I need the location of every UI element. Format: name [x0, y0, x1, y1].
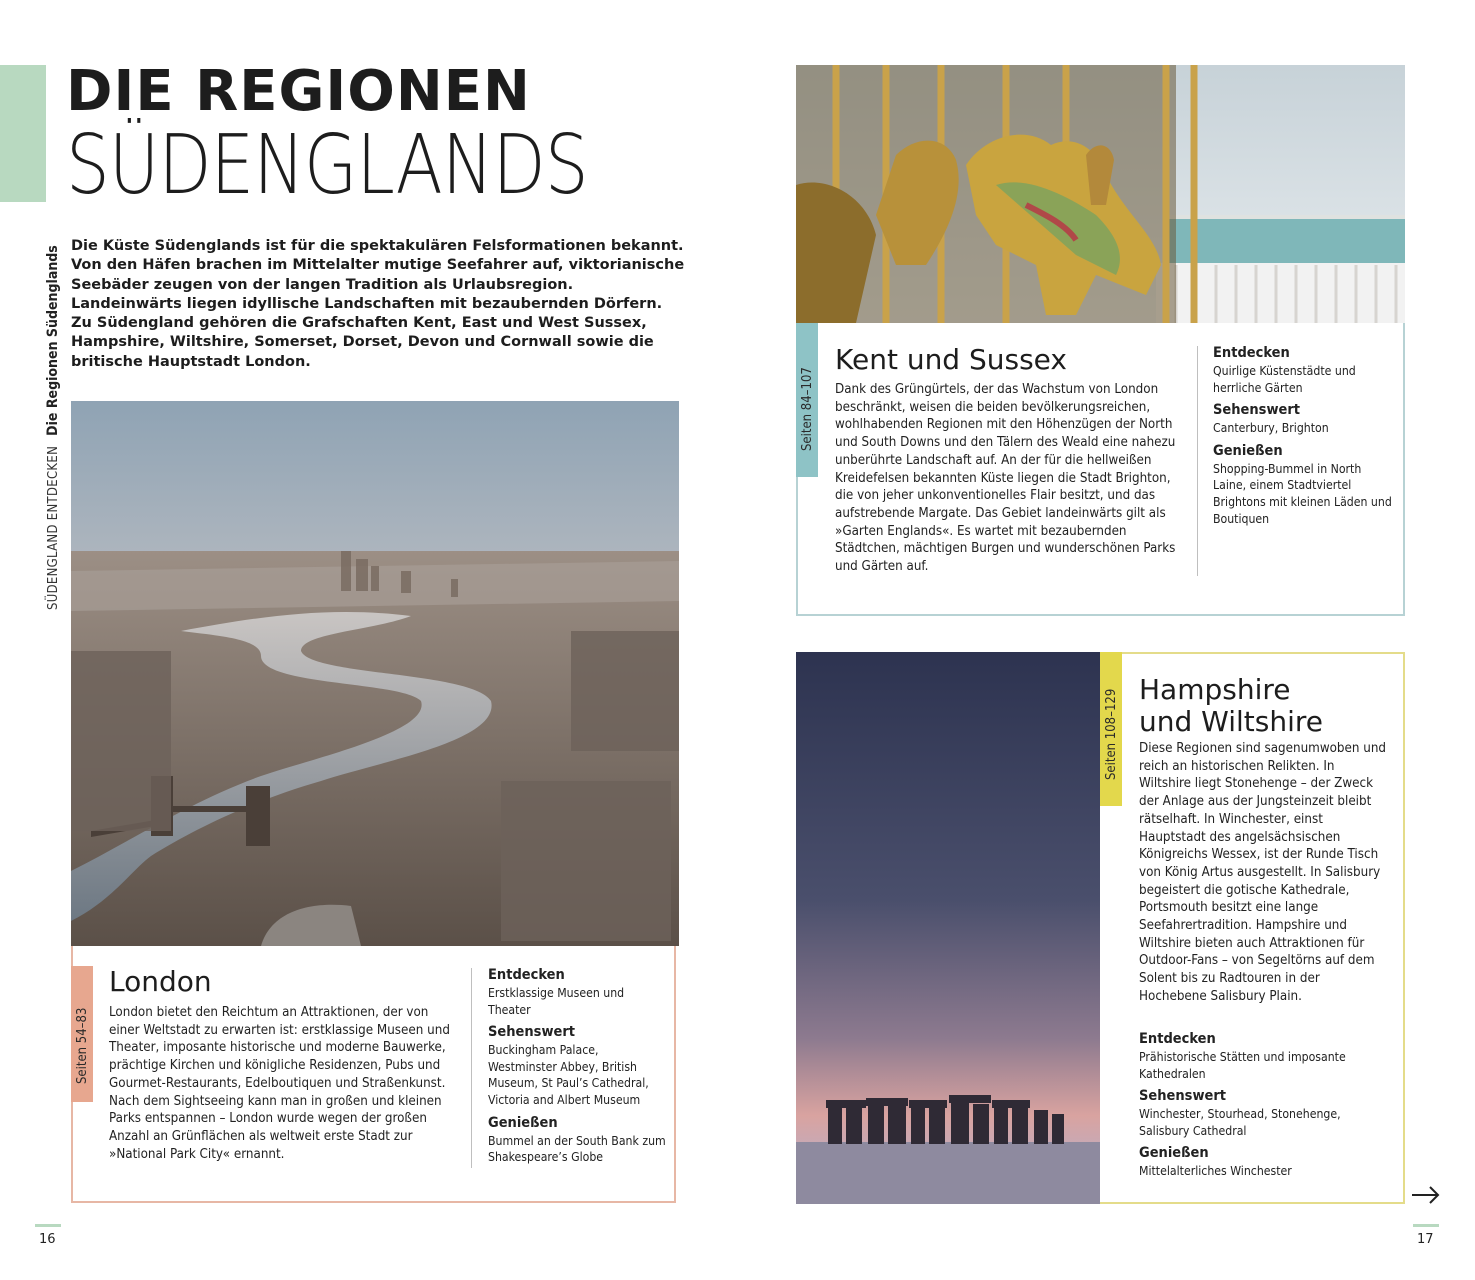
section-color-tab — [0, 65, 46, 202]
region-text-london: London bietet den Reichtum an Attraktionen, der von einer Weltstadt zu erwarten ist: erstklassige Museen und Theater, imposante historische und moderne Bauwerke, prächtige Kirchen und königliche Residenzen, Pubs und Gourmet-Restaurants, Edelboutiquen und Straßenkunst. Nach dem Sightseeing kann man in großen und kleinen Parks entspannen – London wurde wegen der großen Anzahl an Grünflächen als weltweit erste Stadt zur »National Park City« ernannt. — [109, 1005, 450, 1162]
region-title-kent-sussex: Kent und Sussex — [835, 343, 1067, 376]
arrow-right-icon[interactable] — [1410, 1183, 1442, 1207]
page-number-bar-left — [35, 1224, 61, 1227]
intro-paragraph: Die Küste Südenglands ist für die spektakulären Felsformationen bekannt. Von den Häfen brachen im Mittelalter mutige Seefahrer auf, viktorianische Seebäder zeugen von der langen Tradition als Urlaubsregion. Landeinwärts liegen idyllische Landschaften mit bezaubernden Dörfern. Zu Südengland gehören die Grafschaften Kent, East und West Sussex, Hampshire, Wiltshire, Somerset, Dorset, Devon und Cornwall sowie die britische Hauptstadt London. — [71, 238, 685, 370]
page-range-hampshire-wiltshire: Seiten 108–129 — [1104, 688, 1119, 780]
discover-text: Erstklassige Museen und Theater — [488, 986, 625, 1017]
see-text: Winchester, Stourhead, Stonehenge, Salisbury Cathedral — [1139, 1107, 1341, 1138]
discover-label: Entdecken — [1139, 1031, 1216, 1047]
see-text: Canterbury, Brighton — [1213, 421, 1329, 436]
enjoy-text: Mittelalterliches Winchester — [1139, 1164, 1292, 1179]
see-label: Sehenswert — [1213, 402, 1301, 419]
region-text-hampshire-wiltshire: Diese Regionen sind sagenumwoben und reich an historischen Relikten. In Wiltshire liegt Stonehenge – der Zweck der Anlage aus der Jungsteinzeit bleibt rätselhaft. In Winchester, einst Hauptstadt des angelsächsischen Königreichs Wessex, ist der Runde Tisch von König Artus ausgestellt. In Salisbury begeistert die gotische Kathedrale, Portsmouth besitzt eine lange Seefahrertradition. Hampshire und Wiltshire bieten auch Attraktionen für Outdoor-Fans – von Segeltörns auf dem Solent bis zu Radtouren in der Hochebene Salisbury Plain. — [1139, 741, 1387, 1004]
page-number-left: 16 — [39, 1232, 56, 1247]
region-info-london — [488, 966, 668, 1166]
see-text: Buckingham Palace, Westminster Abbey, British Museum, St Paul’s Cathedral, Victoria and Albert Museum — [488, 1043, 649, 1107]
page-range-london: Seiten 54–83 — [75, 1007, 90, 1084]
see-label: Sehenswert — [1139, 1088, 1227, 1105]
divider-london — [471, 968, 472, 1168]
page-number-bar-right — [1413, 1224, 1439, 1227]
page-title-line2: SÜDENGLANDS — [66, 118, 588, 213]
running-header-chapter: Die Regionen Südenglands — [45, 245, 61, 436]
page-range-tab-hampshire-wiltshire — [1100, 652, 1122, 806]
region-text-kent-sussex: Dank des Grüngürtels, der das Wachstum von London beschränkt, weisen die beiden bevölkerungsreichen, wohlhabenden Regionen mit den Höhenzügen der North und South Downs und den Tälern des Weald eine nahezu unberührte Landschaft auf. An der für die hellweißen Kreidefelsen bekannten Küste liegen die Stadt Brighton, die von jeher unkonventionelles Flair besitzt, und das aufstrebende Margate. Das Gebiet landeinwärts gilt als »Garten Englands«. Es wartet mit bezaubernden Städtchen, mächtigen Burgen und wunderschönen Parks und Gärten auf. — [835, 382, 1176, 575]
region-title-line2: und Wiltshire — [1139, 705, 1324, 738]
page-number-right: 17 — [1417, 1232, 1434, 1247]
enjoy-label: Genießen — [1213, 442, 1283, 459]
region-info-hampshire-wiltshire — [1139, 1030, 1389, 1180]
running-header-vertical — [6, 210, 61, 610]
discover-label: Entdecken — [488, 967, 565, 983]
discover-text: Quirlige Küstenstädte und herrliche Gärten — [1213, 364, 1356, 395]
london-aerial-photo — [71, 401, 679, 946]
discover-text: Prähistorische Stätten und imposante Kathedralen — [1139, 1050, 1346, 1081]
enjoy-label: Genießen — [488, 1114, 558, 1131]
stonehenge-photo — [796, 652, 1100, 1204]
region-title-hampshire-wiltshire — [1139, 674, 1323, 738]
region-info-kent-sussex — [1213, 344, 1393, 527]
divider-kent-sussex — [1197, 346, 1198, 576]
enjoy-text: Shopping-Bummel in North Laine, einem Stadtviertel Brightons mit kleinen Läden und Boutiquen — [1213, 461, 1392, 526]
carousel-photo — [796, 65, 1405, 323]
page-range-tab-kent-sussex — [796, 323, 818, 477]
region-title-london: London — [109, 965, 212, 998]
see-label: Sehenswert — [488, 1024, 576, 1041]
page-range-tab-london — [71, 966, 93, 1102]
enjoy-text: Bummel an der South Bank zum Shakespeare’s Globe — [488, 1133, 666, 1165]
page-title-line1: DIE REGIONEN — [66, 59, 531, 124]
enjoy-label: Genießen — [1139, 1145, 1209, 1162]
discover-label: Entdecken — [1213, 345, 1290, 361]
page-range-kent-sussex: Seiten 84–107 — [800, 367, 815, 451]
region-title-line1: Hampshire — [1139, 673, 1291, 706]
running-header-section: SÜDENGLAND ENTDECKEN — [46, 445, 61, 610]
